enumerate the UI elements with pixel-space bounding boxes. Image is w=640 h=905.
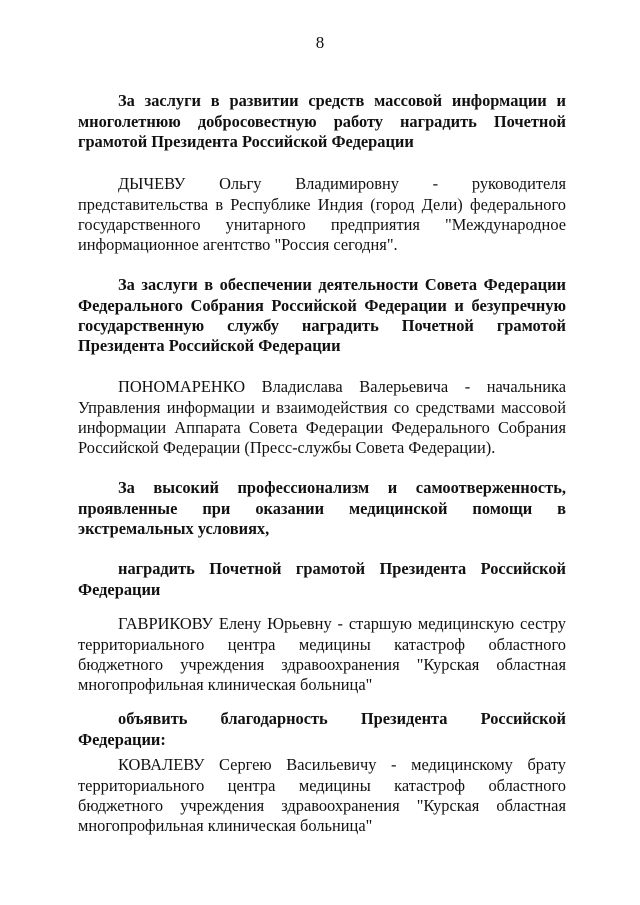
page-number: 8	[315, 33, 325, 52]
award-heading-gratitude: объявить благодарность Президента Российской Федерации:	[78, 709, 566, 749]
award-heading-certificate: наградить Почетной грамотой Президента Российской Федерации	[78, 559, 566, 599]
award-heading-federation-council: За заслуги в обеспечении деятельности Совета Федерации Федерального Собрания Российской Федерации и безупречную государственную службу наградить Почетной грамотой Президента Российской Федерации	[78, 275, 566, 355]
awardee-ponomarenko: ПОНОМАРЕНКО Владислава Валерьевича - начальника Управления информации и взаимодействия со средствами массовой информации Аппарата Совета Федерации Федерального Собрания Российской Федерации (Пресс-службы Совета Федерации).	[78, 377, 566, 457]
award-heading-media: За заслуги в развитии средств массовой информации и многолетнюю добросовестную работу наградить Почетной грамотой Президента Российской Федерации	[78, 91, 566, 151]
awardee-dycheva: ДЫЧЕВУ Ольгу Владимировну - руководителя представительства в Республике Индия (город Дели) федерального государственного унитарного предприятия "Международное информационное агентство "Россия сегодня".	[78, 174, 566, 254]
award-heading-medical: За высокий профессионализм и самоотверженность, проявленные при оказании медицинской помощи в экстремальных условиях,	[78, 478, 566, 538]
awardee-kovalev: КОВАЛЕВУ Сергею Васильевичу - медицинскому брату территориального центра медицины катастроф областного бюджетного учреждения здравоохранения "Курская областная многопрофильная клиническая больница"	[78, 755, 566, 835]
awardee-gavrikova: ГАВРИКОВУ Елену Юрьевну - старшую медицинскую сестру территориального центра медицины катастроф областного бюджетного учреждения здравоохранения "Курская областная многопрофильная клиническая больница"	[78, 614, 566, 694]
